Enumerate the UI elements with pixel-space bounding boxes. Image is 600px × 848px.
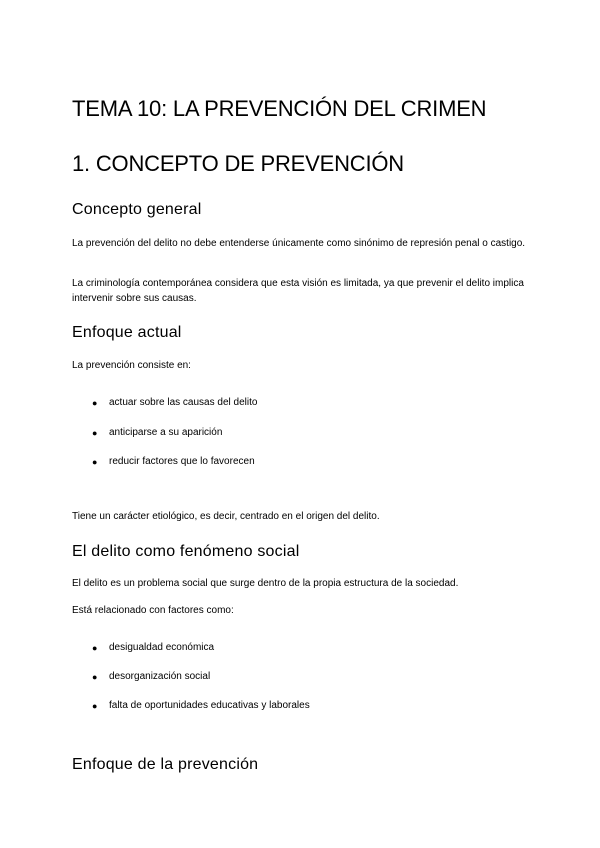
document-title: TEMA 10: LA PREVENCIÓN DEL CRIMEN — [72, 96, 487, 121]
list-item: actuar sobre las causas del delito — [109, 397, 258, 408]
list-item: desorganización social — [109, 671, 211, 682]
bullet-icon: ● — [92, 457, 98, 467]
subheading-delito-social: El delito como fenómeno social — [72, 543, 300, 560]
paragraph-delito-social: El delito es un problema social que surge dentro de la propia estructura de la sociedad. — [72, 578, 459, 589]
list-item: falta de oportunidades educativas y laborales — [109, 700, 310, 711]
paragraph-concepto-1: La prevención del delito no debe entenderse únicamente como sinónimo de represión penal o castigo. — [72, 238, 526, 249]
paragraph-enfoque-intro: La prevención consiste en: — [72, 360, 191, 371]
list-item: desigualdad económica — [109, 642, 215, 653]
paragraph-concepto-2: La criminología contemporánea considera que esta visión es limitada, ya que prevenir el delito implica intervenir sobre sus causas. — [72, 278, 524, 304]
paragraph-factores-intro: Está relacionado con factores como: — [72, 605, 234, 616]
subheading-enfoque-prevencion: Enfoque de la prevención — [72, 756, 259, 773]
paragraph-enfoque-closing: Tiene un carácter etiológico, es decir, centrado en el origen del delito. — [72, 511, 380, 522]
list-item: anticiparse a su aparición — [109, 427, 223, 438]
bullet-icon: ● — [92, 643, 98, 653]
section-heading-concepto: 1. CONCEPTO DE PREVENCIÓN — [72, 151, 404, 176]
bullet-icon: ● — [92, 398, 98, 408]
bullet-icon: ● — [92, 672, 98, 682]
bullet-icon: ● — [92, 701, 98, 711]
subheading-concepto-general: Concepto general — [72, 201, 202, 218]
bullet-icon: ● — [92, 428, 98, 438]
list-item: reducir factores que lo favorecen — [109, 456, 255, 467]
subheading-enfoque-actual: Enfoque actual — [72, 324, 182, 341]
